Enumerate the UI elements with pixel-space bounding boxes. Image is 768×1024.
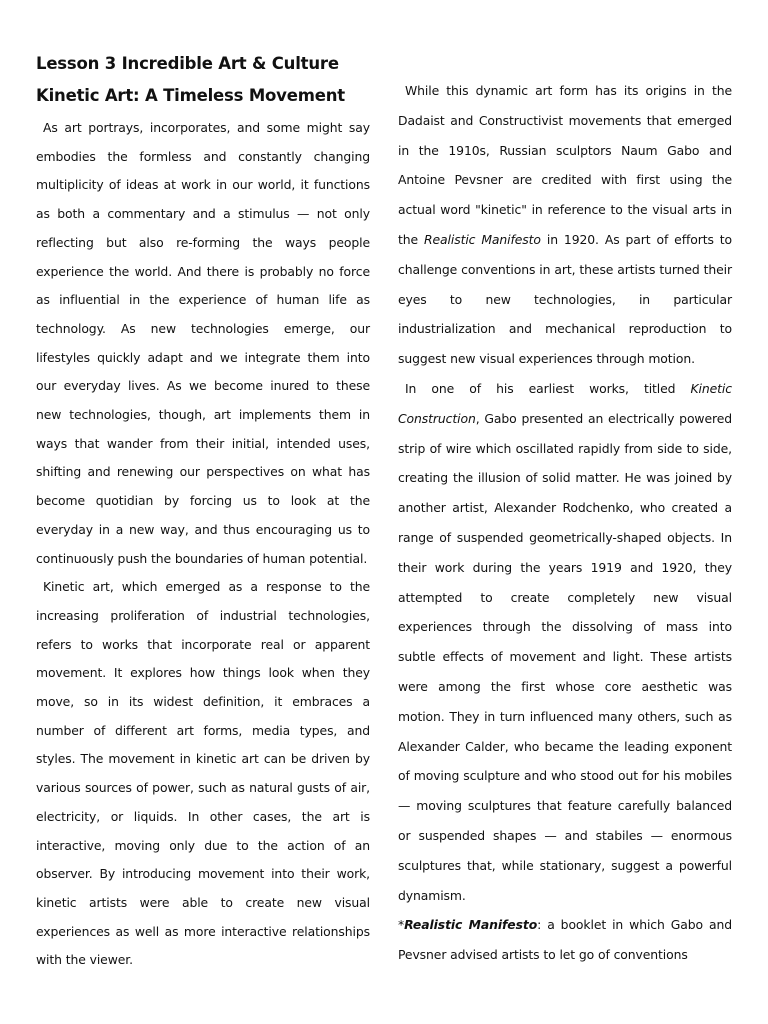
article-title: Kinetic Art: A Timeless Movement [36,86,345,105]
footnote-text: : a booklet in which Gabo and Pevsner advised artists to let go of conventions [398,917,733,963]
footnote-marker: * [398,917,405,933]
paragraph-origins-text-b: in 1920. As part of efforts to challenge conventions in art, these artists turned their eyes to new technologies, in particular industrialization and mechanical reproduction to suggest new visual experiences through motion. [398,231,733,367]
footnote-term: Realistic Manifesto [404,917,538,933]
paragraph-origins-text-a: While this dynamic art form has its origins in the Dadaist and Constructivist movements that emerged in the 1910s, Russian sculptors Naum Gabo and Antoine Pevsner are credited with first using the actual word "kinetic" in reference to the visual arts in the [398,83,732,247]
paragraph-intro: As art portrays, incorporates, and some might say embodies the formless and constantly changing multiplicity of ideas at work in our world, it functions as both a commentary and a stimulus — not only reflecting but also re-forming the ways people experience the world. And there is probably no force as influential in the experience of human life as technology. As new technologies emerge, our lifestyles quickly adapt and we integrate them into our everyday lives. As we become inured to these new technologies, though, art implements them in ways that wander from their initial, intended uses, shifting and renewing our perspectives on what has become quotidian by forcing us to look at the everyday in a new way, and thus encouraging us to continuously push the boundaries of human potential. [36,120,370,566]
footnote [398,910,732,970]
paragraph-gabo-text-b: , Gabo presented an electrically powered strip of wire which oscillated rapidly from side to side, creating the illusion of solid matter. He was joined by another artist, Alexander Rodchenko, who created a range of suspended geometrically-shaped objects. In their work during the years 1919 and 1920, they attempted to create completely new visual experiences through the dissolving of mass into subtle effects of movement and light. These artists were among the first whose core aesthetic was motion. They in turn influenced many others, such as Alexander Calder, who became the leading exponent of moving sculpture and who stood out for his mobiles — moving sculptures that feature carefully balanced or suspended shapes — and stabiles — enormous sculptures that, while stationary, suggest a powerful dynamism. [398,410,732,903]
left-column [36,48,370,975]
paragraph-origins [398,76,732,374]
paragraph-kinetic-art: Kinetic art, which emerged as a response to the increasing proliferation of industrial technologies, refers to works that incorporate real or apparent movement. It explores how things look when they move, so in its widest definition, it embraces a number of different art forms, media types, and styles. The movement in kinetic art can be driven by various sources of power, such as natural gusts of air, electricity, or liquids. In other cases, the art is interactive, moving only due to the action of an observer. By introducing movement into their work, kinetic artists were able to create new visual experiences as well as more interactive relationships with the viewer. [36,579,370,968]
lesson-title: Lesson 3 Incredible Art & Culture [36,54,339,73]
work-title: Kinetic Construction [398,380,732,426]
paragraph-gabo [398,374,732,910]
manifesto-title: Realistic Manifesto [424,231,541,247]
paragraph-gabo-text-a: In one of his earliest works, titled [405,380,691,396]
right-column [398,76,732,970]
